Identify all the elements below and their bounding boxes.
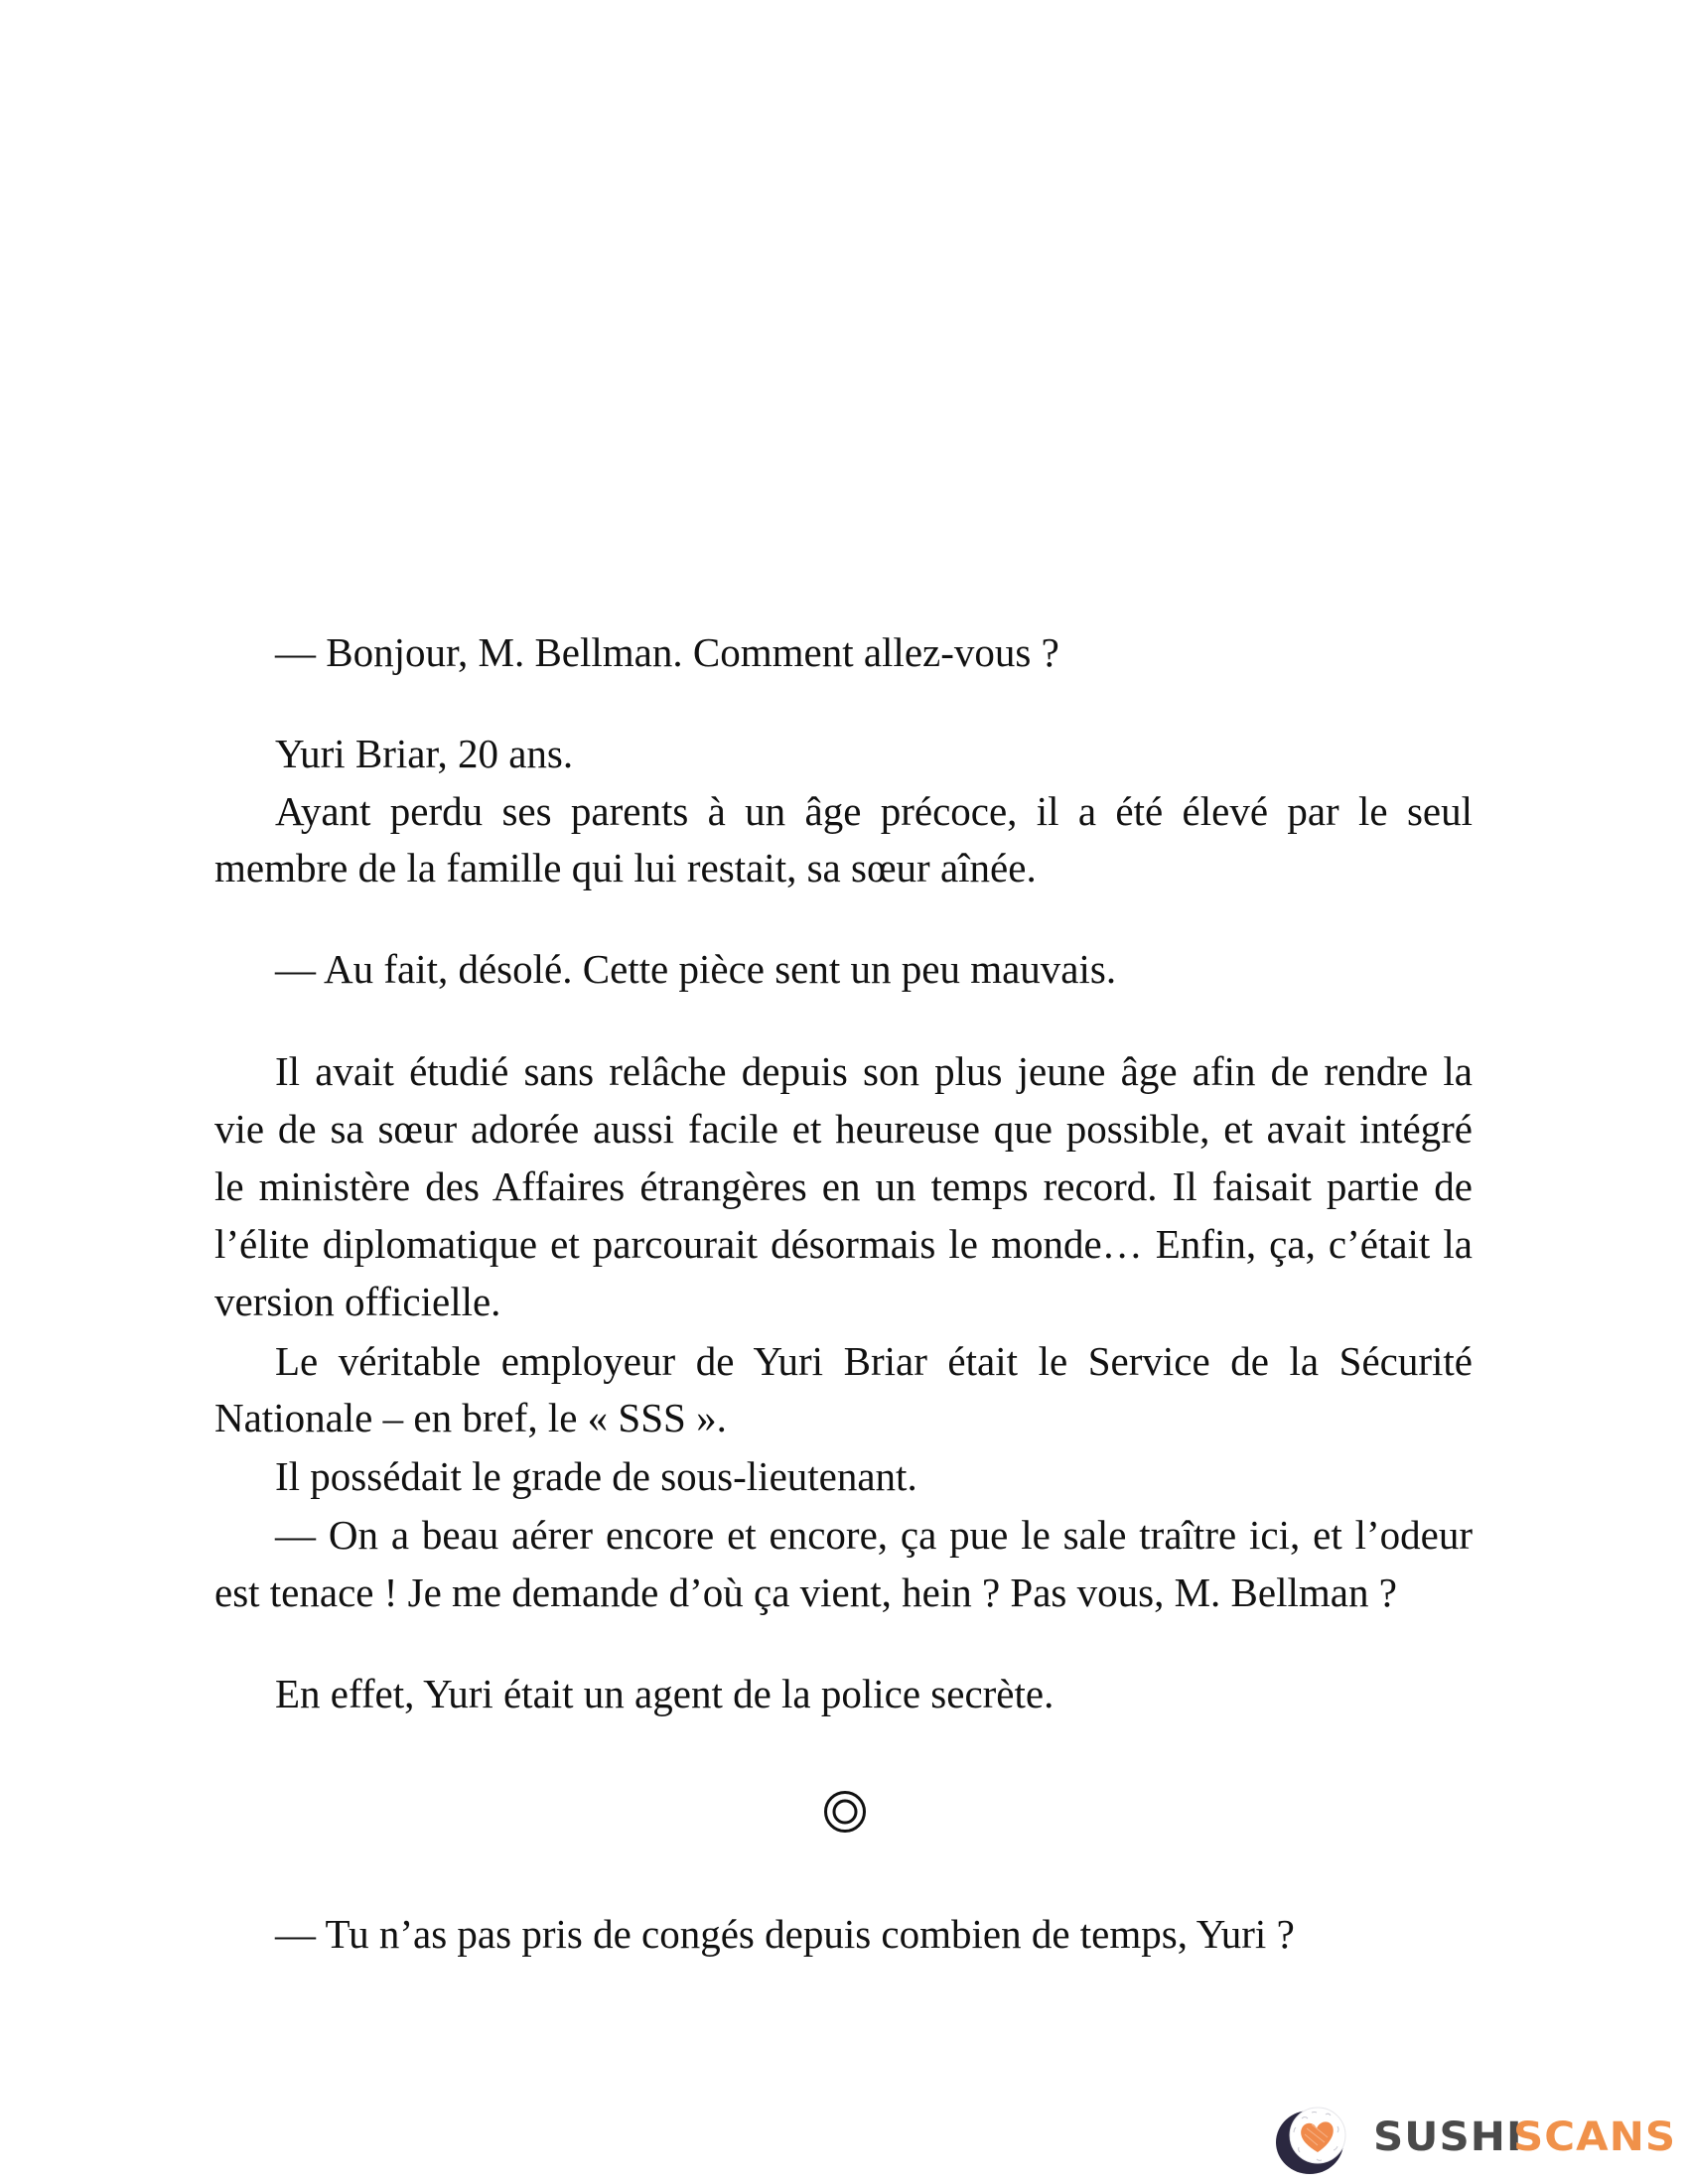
watermark-word-scans: SCANS	[1513, 2115, 1677, 2160]
watermark-word-sushi: SUSHI	[1373, 2115, 1523, 2160]
paragraph-line: Ayant perdu ses parents à un âge précoce, il a été élevé par le seul	[275, 788, 1473, 834]
watermark-logo	[1271, 2100, 1688, 2179]
dialogue-line: est tenace ! Je me demande d’où ça vient, hein ? Pas vous, M. Bellman ?	[214, 1570, 1397, 1615]
paragraph-line: En effet, Yuri était un agent de la police secrète.	[275, 1671, 1055, 1716]
paragraph-line: Yuri Briar, 20 ans.	[275, 731, 574, 776]
dialogue-line: — Tu n’as pas pris de congés depuis combien de temps, Yuri ?	[275, 1911, 1295, 1957]
paragraph-line: le ministère des Affaires étrangères en un temps record. Il faisait partie de	[214, 1163, 1473, 1209]
double-circle-icon	[823, 1790, 867, 1834]
dialogue-line: — On a beau aérer encore et encore, ça pue le sale traître ici, et l’odeur	[275, 1512, 1473, 1558]
dialogue-line: — Bonjour, M. Bellman. Comment allez-vous ?	[275, 629, 1059, 675]
paragraph-line: Nationale – en bref, le « SSS ».	[214, 1395, 727, 1440]
paragraph-line: Il avait étudié sans relâche depuis son plus jeune âge afin de rendre la	[275, 1048, 1473, 1094]
paragraph-line: Le véritable employeur de Yuri Briar était le Service de la Sécurité	[275, 1338, 1473, 1384]
paragraph-line: Il possédait le grade de sous-lieutenant.	[275, 1453, 917, 1499]
paragraph-line: version officielle.	[214, 1279, 501, 1324]
paragraph-line: membre de la famille qui lui restait, sa sœur aînée.	[214, 845, 1037, 890]
paragraph-line: l’élite diplomatique et parcourait désormais le monde… Enfin, ça, c’était la	[214, 1221, 1473, 1267]
sushi-roll-heart-icon	[1274, 2103, 1349, 2176]
dialogue-line: — Au fait, désolé. Cette pièce sent un peu mauvais.	[275, 946, 1117, 992]
paragraph-line: vie de sa sœur adorée aussi facile et heureuse que possible, et avait intégré	[214, 1106, 1473, 1152]
